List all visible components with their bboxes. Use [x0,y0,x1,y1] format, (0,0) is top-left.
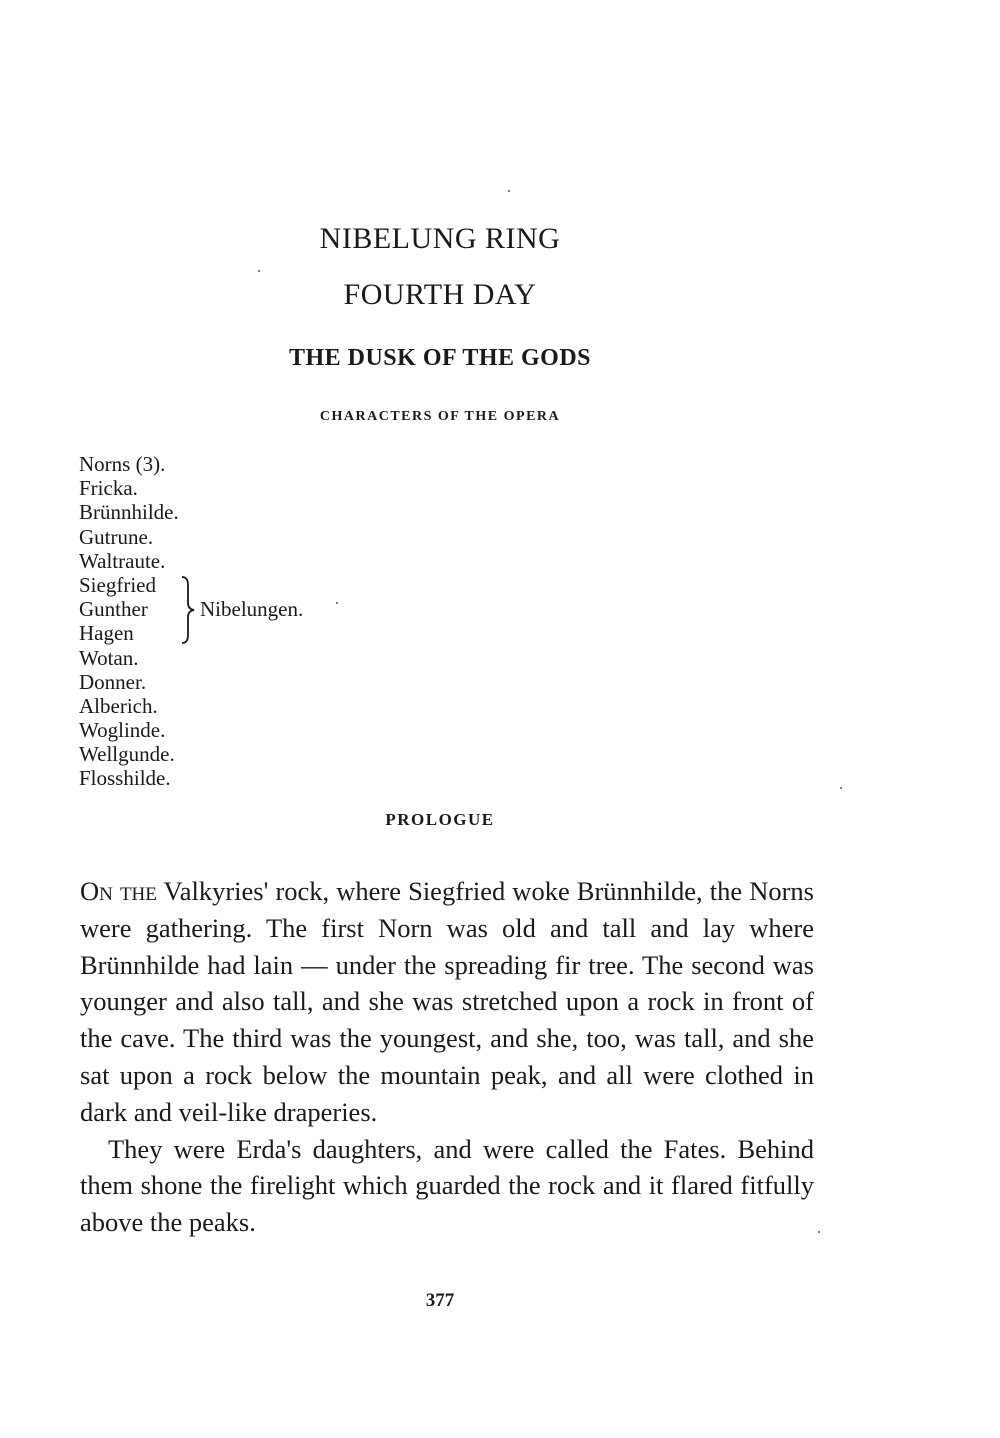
character-item: Woglinde. [79,718,166,743]
paragraph: They were Erda's daughters, and were called the Fates. Behind them shone the firelight which guarded the rock and it flared fitfully above the peaks. [80,1133,814,1238]
character-item: Flosshilde. [79,766,171,791]
page-subtitle: FOURTH DAY [343,278,537,311]
paragraph-lead: On the [80,876,157,906]
character-item: Waltraute. [79,548,166,573]
character-item: Gutrune. [79,524,154,549]
character-item: Brünnhilde. [79,500,179,525]
characters-list [79,452,304,791]
character-item: Wellgunde. [79,742,175,767]
character-item: Fricka. [79,476,138,501]
group-member: Siegfried [79,572,156,597]
section-heading: THE DUSK OF THE GODS [288,345,592,371]
character-item: Norns (3). [79,452,166,476]
page-title: NIBELUNG RING [319,222,561,255]
group-member: Gunther [79,597,148,622]
print-speck [508,190,510,192]
character-item: Wotan. [79,645,139,670]
print-speck [840,787,842,789]
character-group [79,572,304,646]
print-speck [336,602,338,604]
character-item: Donner. [79,669,147,694]
group-member: Hagen [79,621,134,646]
character-item: Alberich. [79,693,158,718]
print-speck [818,1231,820,1233]
page-number: 377 [425,1290,455,1311]
characters-label: CHARACTERS OF THE OPERA [319,409,561,424]
paragraph [80,873,814,1131]
print-speck [258,270,260,272]
paragraph-text: Valkyries' rock, where Siegfried woke Brünnhilde, the Norns were gathering. The first Norn was old and tall and lay where Brünnhilde had lain — under the spreading fir tree. The second was younger and also tall, and she was stretched upon a rock in front of the cave. The third was the youngest, and she, too, was tall, and she sat upon a rock below the mountain peak, and all were clothed in dark and veil-like draperies. [80,876,814,1127]
group-label: Nibelungen. [200,597,304,622]
curly-brace-icon [179,575,197,645]
prologue-heading: PROLOGUE [385,810,495,829]
prologue-text [80,873,814,1241]
